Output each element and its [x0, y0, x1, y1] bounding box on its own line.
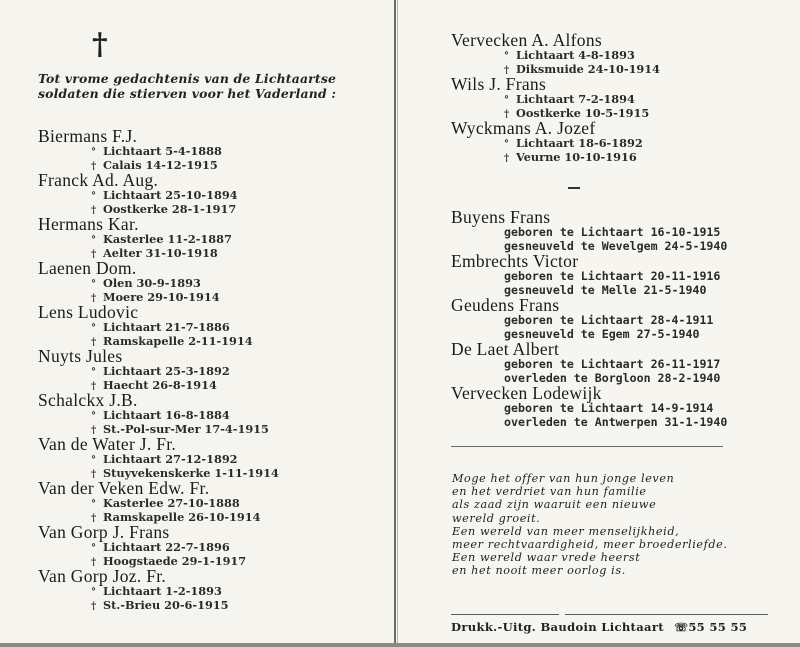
poem-line: wereld groeit. [452, 511, 541, 525]
death-info: Ramskapelle 2-11-1914 [103, 334, 253, 348]
birth-info: Kasterlee 27-10-1888 [103, 496, 240, 510]
birth-info: Lichtaart 21-7-1886 [103, 320, 230, 334]
birth-line [91, 276, 388, 290]
birth-info: Lichtaart 25-3-1892 [103, 364, 230, 378]
death-marker-icon: † [91, 249, 97, 260]
right-soldier-list-ww1 [451, 32, 791, 164]
soldier-entry [38, 128, 388, 172]
page-fold-divider [394, 0, 396, 643]
death-marker-icon: † [504, 109, 510, 120]
soldier-entry [451, 253, 796, 297]
bottom-edge [0, 643, 800, 647]
soldier-entry [38, 260, 388, 304]
birth-marker-icon: ° [91, 323, 96, 334]
birth-line [91, 452, 388, 466]
soldier-name: Van der Veken Edw. Fr. [38, 478, 210, 498]
birth-marker-icon: ° [91, 191, 96, 202]
birth-marker-icon: ° [91, 279, 96, 290]
death-line: overleden te Antwerpen 31-1-1940 [504, 415, 728, 429]
birth-marker-icon: ° [91, 367, 96, 378]
printer-label: Drukk.-Uitg. Baudoin Lichtaart [451, 620, 664, 634]
birth-line [504, 48, 791, 62]
death-info: Stuyvekenskerke 1-11-1914 [103, 466, 279, 480]
birth-line: geboren te Lichtaart 14-9-1914 [504, 401, 714, 415]
soldier-name: Laenen Dom. [38, 258, 137, 278]
soldier-entry [451, 209, 796, 253]
soldier-name: Van de Water J. Fr. [38, 434, 177, 454]
soldier-name: Vervecken A. Alfons [451, 30, 603, 50]
poem-line: en het verdriet van hun familie [452, 485, 647, 499]
birth-line: geboren te Lichtaart 20-11-1916 [504, 269, 721, 283]
birth-line [91, 584, 388, 598]
soldier-name: Van Gorp J. Frans [38, 522, 170, 542]
footer-rule-left [451, 614, 559, 615]
soldier-entry [451, 297, 796, 341]
death-info: Oostkerke 10-5-1915 [516, 106, 650, 120]
death-line: gesneuveld te Egem 27-5-1940 [504, 327, 700, 341]
poem-line: Moge het offer van hun jonge leven [452, 472, 675, 485]
birth-info: Kasterlee 11-2-1887 [103, 232, 232, 246]
soldier-entry [38, 216, 388, 260]
intro-text [38, 71, 388, 101]
birth-marker-icon: ° [91, 587, 96, 598]
death-info: Haecht 26-8-1914 [103, 378, 217, 392]
birth-line [91, 320, 388, 334]
birth-line [91, 408, 388, 422]
birth-info: Lichtaart 5-4-1888 [103, 144, 222, 158]
birth-marker-icon: ° [91, 147, 96, 158]
horizontal-rule [451, 446, 723, 447]
cross-icon: † [92, 27, 108, 62]
footer-rule-right [565, 614, 768, 615]
death-marker-icon: † [91, 557, 97, 568]
birth-info: Lichtaart 1-2-1893 [103, 584, 222, 598]
soldier-name: Wyckmans A. Jozef [451, 118, 596, 138]
phone-icon: ☏ [674, 621, 689, 634]
death-marker-icon: † [91, 381, 97, 392]
birth-info: Lichtaart 27-12-1892 [103, 452, 238, 466]
death-marker-icon: † [91, 337, 97, 348]
death-info: Hoogstaede 29-1-1917 [103, 554, 247, 568]
birth-line [91, 364, 388, 378]
birth-line [91, 496, 388, 510]
soldier-name: De Laet Albert [451, 339, 560, 359]
right-soldier-list-ww2 [451, 209, 796, 429]
birth-line [91, 232, 388, 246]
birth-line: geboren te Lichtaart 28-4-1911 [504, 313, 714, 327]
birth-line [91, 144, 388, 158]
death-marker-icon: † [91, 205, 97, 216]
birth-marker-icon: ° [504, 51, 509, 62]
soldier-entry [38, 392, 388, 436]
page-fold-shadow [397, 0, 398, 643]
poem-line: meer rechtvaardigheid, meer broederliefde. [452, 537, 728, 551]
soldier-name: Nuyts Jules [38, 346, 123, 366]
birth-info: Lichtaart 22-7-1896 [103, 540, 230, 554]
death-marker-icon: † [504, 153, 510, 164]
soldier-name: Schalckx J.B. [38, 390, 138, 410]
soldier-name: Lens Ludovic [38, 302, 139, 322]
poem-line: en het nooit meer oorlog is. [452, 564, 626, 578]
soldier-name: Geudens Frans [451, 295, 560, 315]
death-line: gesneuveld te Melle 21-5-1940 [504, 283, 707, 297]
death-marker-icon: † [504, 65, 510, 76]
birth-marker-icon: ° [91, 455, 96, 466]
section-separator-dash [568, 187, 580, 189]
birth-marker-icon: ° [91, 235, 96, 246]
death-marker-icon: † [91, 469, 97, 480]
death-info: St.-Brieu 20-6-1915 [103, 598, 229, 612]
soldier-name: Wils J. Frans [451, 74, 547, 94]
birth-info: Lichtaart 7-2-1894 [516, 92, 635, 106]
soldier-name: Van Gorp Joz. Fr. [38, 566, 167, 586]
birth-line [91, 540, 388, 554]
birth-marker-icon: ° [91, 411, 96, 422]
soldier-entry [451, 76, 791, 120]
poem-line: Een wereld waar vrede heerst [452, 551, 641, 565]
death-info: Calais 14-12-1915 [103, 158, 218, 172]
soldier-entry [38, 480, 388, 524]
soldier-entry [451, 385, 796, 429]
birth-info: Lichtaart 25-10-1894 [103, 188, 238, 202]
soldier-entry [38, 568, 388, 612]
soldier-entry [38, 348, 388, 392]
soldier-name: Vervecken Lodewijk [451, 383, 602, 403]
death-info: St.-Pol-sur-Mer 17-4-1915 [103, 422, 269, 436]
birth-info: Lichtaart 4-8-1893 [516, 48, 635, 62]
printer-credit [451, 620, 747, 635]
soldier-entry [451, 120, 791, 164]
birth-marker-icon: ° [91, 499, 96, 510]
soldier-entry [38, 304, 388, 348]
soldier-entry [38, 172, 388, 216]
death-line [91, 598, 388, 612]
death-line [504, 150, 791, 164]
soldier-name: Franck Ad. Aug. [38, 170, 159, 190]
soldier-name: Hermans Kar. [38, 214, 139, 234]
birth-info: Olen 30-9-1893 [103, 276, 201, 290]
birth-line: geboren te Lichtaart 26-11-1917 [504, 357, 721, 371]
soldier-name: Buyens Frans [451, 207, 551, 227]
left-soldier-list [38, 128, 388, 612]
intro-line: Tot vrome gedachtenis van de Lichtaartse [38, 71, 337, 86]
birth-line [504, 92, 791, 106]
birth-line: geboren te Lichtaart 16-10-1915 [504, 225, 721, 239]
death-marker-icon: † [91, 293, 97, 304]
death-info: Moere 29-10-1914 [103, 290, 220, 304]
soldier-entry [38, 524, 388, 568]
death-marker-icon: † [91, 425, 97, 436]
death-info: Diksmuide 24-10-1914 [516, 62, 661, 76]
birth-marker-icon: ° [91, 543, 96, 554]
soldier-entry [451, 32, 791, 76]
death-line: overleden te Borgloon 28-2-1940 [504, 371, 721, 385]
death-info: Ramskapelle 26-10-1914 [103, 510, 261, 524]
death-info: Veurne 10-10-1916 [516, 150, 637, 164]
death-line [91, 334, 388, 348]
death-marker-icon: † [91, 513, 97, 524]
soldier-name: Embrechts Victor [451, 251, 579, 271]
birth-info: Lichtaart 18-6-1892 [516, 136, 643, 150]
soldier-name: Biermans F.J. [38, 126, 138, 146]
soldier-entry [38, 436, 388, 480]
birth-marker-icon: ° [504, 139, 509, 150]
birth-line [91, 188, 388, 202]
intro-line: soldaten die stierven voor het Vaderland : [38, 86, 337, 101]
poem-line: Een wereld van meer menselijkheid, [452, 524, 680, 538]
death-marker-icon: † [91, 161, 97, 172]
memorial-poem [452, 472, 792, 578]
death-info: Aelter 31-10-1918 [103, 246, 218, 260]
birth-line [504, 136, 791, 150]
death-line: gesneuveld te Wevelgem 24-5-1940 [504, 239, 728, 253]
soldier-entry [451, 341, 796, 385]
birth-info: Lichtaart 16-8-1884 [103, 408, 230, 422]
death-marker-icon: † [91, 601, 97, 612]
birth-marker-icon: ° [504, 95, 509, 106]
death-info: Oostkerke 28-1-1917 [103, 202, 237, 216]
death-line [504, 62, 791, 76]
poem-line: als zaad zijn waaruit een nieuwe [452, 498, 657, 512]
printer-phone: 55 55 55 [688, 620, 748, 634]
